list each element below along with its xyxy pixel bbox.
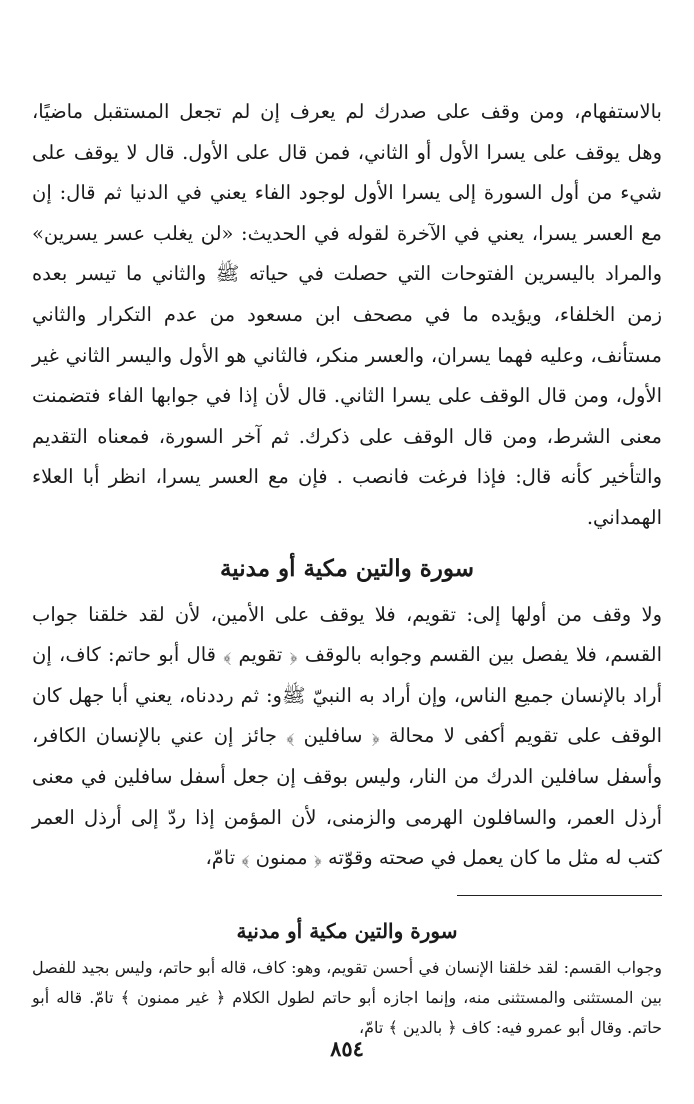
footnote-divider (32, 895, 662, 897)
footnote-text: وجواب القسم: لقد خلقنا الإنسان في أحسن تقويم، وهو: كاف، قاله أبو حاتم، وليس بجيد للفصل بين المستثنى والمستثنى منه، وإنما اجازه أبو حاتم لطول الكلام ﴿ غير ممنون ﴾ تامّ. قاله أبو حاتم. وقال أبو عمرو فيه: كاف ﴿ بالدين ﴾ تامّ، (32, 957, 662, 1037)
section-heading: سورة والتين مكية أو مدنية (219, 554, 475, 582)
main-paragraph-1: بالاستفهام، ومن وقف على صدرك لم يعرف إن لم تجعل المستقبل ماضيًا، وهل يوقف على يسرا الأول أو الثاني، فمن قال على الأول. قال لا يوقف على شيء من أول السورة إلى يسرا الأول لوجود الفاء يعني في الدنيا ثم قال: إن مع العسر يسرا، يعني في الآخرة لقوله في الحديث: «لن يغلب عسر يسرين» والمراد باليسرين الفتوحات التي حصلت في حياته ﷺ والثاني ما تيسر بعده زمن الخلفاء، ويؤيده ما في مصحف ابن مسعود من عدم التكرار والثاني مستأنف، وعليه فهما يسران، والعسر منكر، فالثاني هو الأول واليسر الثاني غير الأول، ومن قال الوقف على يسرا الثاني. قال لأن إذا في جوابها الفاء فتضمنت معنى الشرط، ومن قال الوقف على ذكرك. ثم آخر السورة، فمعناه التقديم والتأخير كأنه قال: فإذا فرغت فانصب . فإن مع العسر يسرا، انظر أبا العلاء الهمداني. (32, 100, 662, 529)
main-paragraph-2: ولا وقف من أولها إلى: تقويم، فلا يوقف على الأمين، لأن لقد خلقنا جواب القسم، فلا يفصل بين القسم وجوابه بالوقف ﴿ تقويم ﴾ قال أبو حاتم: كاف، إن أراد بالإنسان جميع الناس، وإن أراد به النبيّ ﷺو: ثم رددناه، يعني أبا جهل كان الوقف على تقويم أكفى لا محالة ﴿ سافلين ﴾ جائز إن عني بالإنسان الكافر، وأسفل سافلين الدرك من النار، وليس بوقف إن جعل أسفل سافلين في معنى أرذل العمر، والسافلون الهرمى والزمنى، لأن المؤمن إذا ردّ إلى أرذل العمر كتب له مثل ما كان يعمل في صحته وقوّته ﴿ ممنون ﴾ تامّ، (32, 602, 662, 870)
page-body (32, 92, 662, 1043)
page-number: ٨٥٤ (330, 1036, 364, 1061)
footnote-heading: سورة والتين مكية أو مدنية (236, 918, 458, 943)
